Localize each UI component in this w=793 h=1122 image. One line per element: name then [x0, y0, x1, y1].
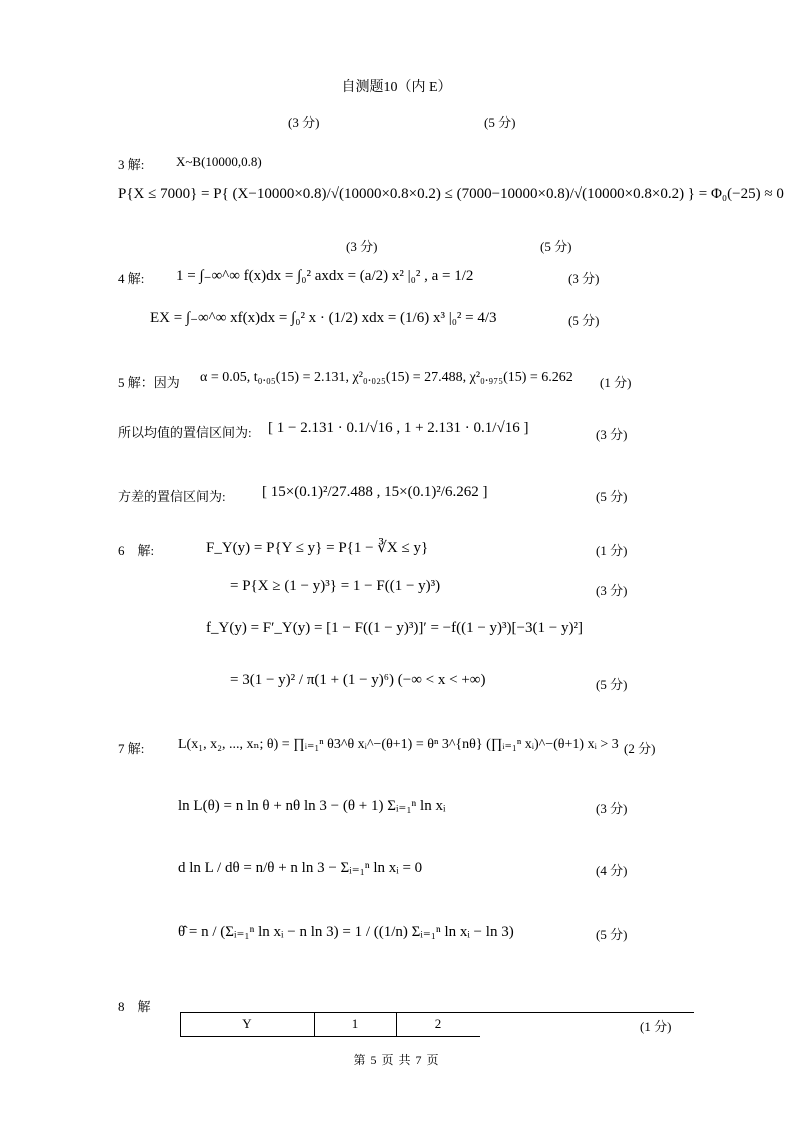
problem-7-line-3: d ln L / dθ = n/θ + n ln 3 − Σᵢ₌₁ⁿ ln xᵢ = 0: [178, 860, 423, 876]
mean-interval-label: 所以均值的置信区间为:: [118, 425, 252, 440]
problem-4-equation-2: EX = ∫₋∞^∞ xf(x)dx = ∫₀² x · (1/2) xdx = (1/6) x³ |₀² = 4/3: [150, 310, 497, 326]
problem-4-score-1: (3 分): [568, 271, 600, 286]
problem-7-score-3: (4 分): [596, 863, 628, 878]
problem-6-line-3: f_Y(y) = F′_Y(y) = [1 − F((1 − y)³)]′ = −f((1 − y)³)[−3(1 − y)²]: [206, 620, 583, 636]
problem-3-label: 3 解:: [118, 157, 145, 172]
problem-3-distribution: X~B(10000,0.8): [176, 154, 262, 169]
problem-6-line-1: F_Y(y) = P{Y ≤ y} = P{1 − ∛X ≤ y}: [206, 540, 429, 556]
page-footer: 第 5 页 共 7 页: [353, 1053, 440, 1067]
problem-4-equation-1: 1 = ∫₋∞^∞ f(x)dx = ∫₀² axdx = (a/2) x² |₀² , a = 1/2: [176, 268, 474, 284]
problem-4-score-2: (5 分): [568, 313, 600, 328]
problem-8-score: (1 分): [640, 1019, 672, 1034]
problem-8-label: 8 解: [118, 999, 151, 1014]
score-top-1: (3 分): [288, 115, 320, 130]
score-top-2: (5 分): [484, 115, 516, 130]
variance-interval-label: 方差的置信区间为:: [118, 489, 226, 504]
mean-interval-score: (3 分): [596, 427, 628, 442]
variance-interval: [ 15×(0.1)²/27.488 , 15×(0.1)²/6.262 ]: [262, 484, 488, 500]
problem-7-label: 7 解:: [118, 741, 145, 756]
problem-7-score-2: (3 分): [596, 801, 628, 816]
problem-7-line-2: ln L(θ) = n ln θ + nθ ln 3 − (θ + 1) Σᵢ₌₁ⁿ ln xᵢ: [178, 798, 446, 814]
table-header-y: Y: [242, 1016, 252, 1031]
problem-5-given: α = 0.05, t₀.₀₅(15) = 2.131, χ²₀.₀₂₅(15) = 27.488, χ²₀.₉₇₅(15) = 6.262: [200, 370, 573, 385]
problem-7-line-1: L(x₁, x₂, ..., xₙ; θ) = ∏ᵢ₌₁ⁿ θ3^θ xᵢ^−(θ+1) = θⁿ 3^{nθ} (∏ᵢ₌₁ⁿ xᵢ)^−(θ+1) xᵢ > 3: [178, 737, 619, 752]
problem-3-score-2: (5 分): [540, 239, 572, 254]
problem-3-equation: P{X ≤ 7000} = P{ (X−10000×0.8)/√(10000×0.8×0.2) ≤ (7000−10000×0.8)/√(10000×0.8×0.2) } = Φ₀(−25) ≈ 0: [118, 186, 784, 202]
problem-6-score-4: (5 分): [596, 677, 628, 692]
page-title: 自测题10（内 E）: [341, 80, 452, 95]
problem-7-score-1: (2 分): [624, 741, 656, 756]
problem-6-line-2: = P{X ≥ (1 − y)³} = 1 − F((1 − y)³): [230, 578, 441, 594]
problem-5-given-score: (1 分): [600, 375, 632, 390]
problem-5-label: 5 解：因为: [118, 375, 180, 390]
problem-7-score-4: (5 分): [596, 927, 628, 942]
problem-4-label: 4 解:: [118, 271, 145, 286]
mean-interval: [ 1 − 2.131 · 0.1/√16 , 1 + 2.131 · 0.1/√16 ]: [268, 420, 529, 436]
problem-6-label: 6 解:: [118, 543, 155, 558]
problem-7-line-4: θ̂ = n / (Σᵢ₌₁ⁿ ln xᵢ − n ln 3) = 1 / ((1/n) Σᵢ₌₁ⁿ ln xᵢ − ln 3): [178, 924, 514, 940]
variance-interval-score: (5 分): [596, 489, 628, 504]
problem-3-score-1: (3 分): [346, 239, 378, 254]
problem-6-line-4: = 3(1 − y)² / π(1 + (1 − y)⁶) (−∞ < x < +∞): [230, 672, 486, 688]
table-header-2: 2: [434, 1016, 442, 1031]
table-header-1: 1: [351, 1016, 359, 1031]
problem-6-score-2: (3 分): [596, 583, 628, 598]
problem-6-score-1: (1 分): [596, 543, 628, 558]
